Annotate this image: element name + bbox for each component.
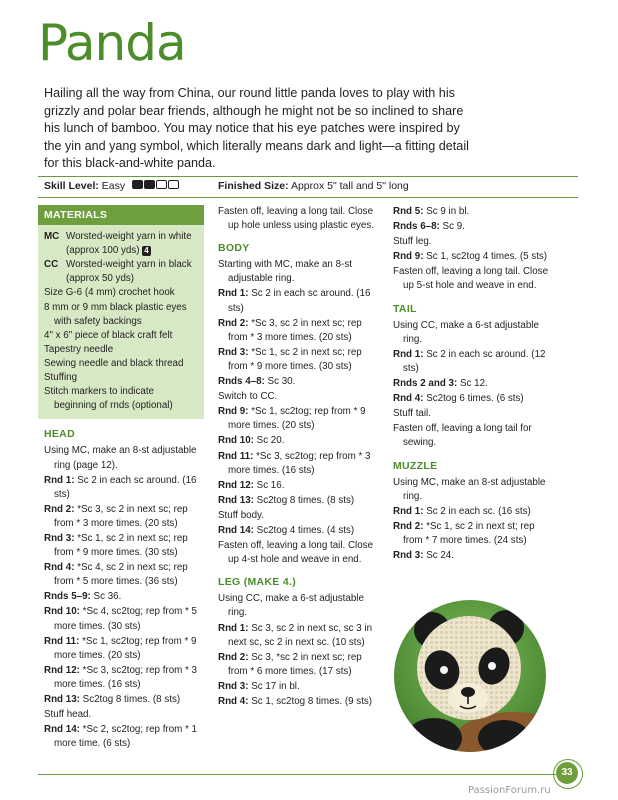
yarn-weight-icon: 4	[144, 246, 149, 256]
round-label: Rnd 2:	[218, 317, 252, 329]
round-label: Rnd 10:	[44, 606, 83, 618]
round-label: Rnd 3:	[393, 550, 427, 562]
materials-heading: MATERIALS	[38, 205, 204, 225]
body-intro: Starting with MC, make an 8-st adjustable ring.	[218, 259, 352, 285]
pattern-round	[393, 220, 553, 234]
round-text: Sc 1, sc2tog 8 times. (9 sts)	[251, 696, 373, 707]
materials-mc-key: MC	[44, 231, 60, 243]
round-label: Rnd 9:	[393, 251, 427, 263]
pattern-round	[44, 590, 204, 604]
pattern-round	[393, 250, 553, 264]
round-text: *Sc 3, sc2tog; rep from * 3 more times. (16 sts)	[54, 664, 198, 690]
materials-item: Tapestry needle	[44, 343, 114, 355]
materials-cc-text: Worsted-weight yarn in black (approx 50 yds)	[66, 259, 192, 285]
round-text: Stuff body.	[218, 509, 264, 521]
round-label: Rnd 14:	[218, 524, 257, 536]
materials-item: Stitch markers to indicate beginning of rnds (optional)	[44, 386, 173, 412]
materials-mc-text: Worsted-weight yarn in white (approx 100 yds) 4	[66, 231, 192, 257]
pattern-round	[393, 205, 553, 219]
leg-heading: LEG (MAKE 4.)	[218, 576, 296, 589]
materials-item: Sewing needle and black thread	[44, 357, 184, 369]
round-text: Fasten off, leaving a long tail for sewing.	[393, 423, 532, 449]
round-text: *Sc 1, sc 2 in next sc; rep from * 9 more times. (30 sts)	[228, 346, 362, 372]
page-title: Panda	[38, 14, 186, 72]
round-label: Rnd 2:	[393, 520, 427, 532]
pattern-round	[44, 474, 204, 502]
col2-top-text: Fasten off, leaving a long tail. Close up hole unless using plastic eyes.	[218, 206, 374, 232]
round-text: Sc 3, sc 2 in next sc, sc 3 in next sc, sc 2 in next sc. (10 sts)	[228, 622, 373, 648]
pattern-round	[393, 265, 553, 293]
materials-box	[38, 205, 204, 419]
round-label: Rnd 3:	[44, 532, 78, 544]
leg-intro: Using CC, make a 6-st adjustable ring.	[218, 593, 364, 619]
round-label: Rnd 4:	[44, 562, 78, 574]
column-2	[218, 205, 380, 710]
round-text: Sc 9 in bl.	[426, 206, 470, 217]
round-label: Rnd 2:	[44, 503, 78, 515]
materials-cc-key: CC	[44, 259, 59, 271]
round-label: Rnds 5–9:	[44, 591, 94, 603]
pattern-round	[218, 479, 380, 493]
pattern-round	[218, 346, 380, 374]
pattern-round	[218, 695, 380, 709]
muzzle-heading: MUZZLE	[393, 459, 438, 472]
body-heading: BODY	[218, 242, 250, 255]
materials-cc	[44, 258, 198, 286]
round-label: Rnd 9:	[218, 406, 252, 418]
pattern-round	[393, 235, 553, 249]
materials-list	[44, 286, 198, 413]
round-label: Rnd 3:	[218, 346, 252, 358]
round-label: Rnd 5:	[393, 206, 427, 217]
pattern-round	[393, 549, 553, 563]
round-text: *Sc 3, sc 2 in next sc; rep from * 3 more times. (20 sts)	[54, 503, 188, 529]
round-text: Sc 2 in each sc. (16 sts)	[426, 505, 531, 517]
skill-level-value: Easy	[101, 180, 126, 192]
pattern-round	[393, 392, 553, 406]
round-label: Rnd 13:	[44, 694, 83, 705]
pattern-round	[218, 622, 380, 650]
finished-size-label: Finished Size:	[218, 180, 289, 192]
panda-image	[394, 600, 546, 752]
skill-bar	[38, 176, 578, 198]
head-rounds	[44, 474, 204, 752]
round-text: Sc 16.	[256, 479, 285, 491]
skill-level	[44, 180, 180, 192]
round-label: Rnd 2:	[218, 651, 252, 663]
round-label: Rnd 1:	[218, 288, 252, 300]
round-label: Rnd 13:	[218, 494, 257, 506]
pattern-round	[393, 348, 553, 376]
round-label: Rnds 4–8:	[218, 376, 268, 388]
round-label: Rnd 4:	[218, 696, 252, 707]
pattern-round	[44, 605, 204, 633]
pattern-round	[218, 434, 380, 448]
round-text: Sc2tog 4 times. (4 sts)	[256, 524, 355, 536]
round-text: Sc 20.	[256, 435, 285, 447]
finished-size-value: Approx 5" tall and 5" long	[290, 180, 409, 192]
pattern-round	[393, 505, 553, 519]
round-text: Sc 9.	[442, 221, 465, 233]
pattern-round	[393, 422, 553, 450]
round-text: Sc 12.	[459, 378, 488, 390]
pattern-round	[218, 539, 380, 567]
round-text: *Sc 4, sc 2 in next sc; rep from * 5 more times. (36 sts)	[54, 562, 188, 588]
intro-paragraph: Hailing all the way from China, our round little panda loves to play with his grizzly and polar bear friends, although he might not be so inclined to share his lunch of bamboo. You may notice that his eye patches were inspired by the yin and yang symbol, which literally means dark and light—a fitting detail for this black-and-white panda.	[44, 86, 469, 171]
finished-size	[218, 180, 409, 192]
pattern-round	[44, 708, 204, 722]
column-3	[393, 205, 553, 564]
tail-intro: Using CC, make a 6-st adjustable ring.	[393, 319, 539, 345]
round-label: Rnd 10:	[218, 435, 257, 447]
round-text: *Sc 1, sc2tog; rep from * 9 more times. (20 sts)	[54, 635, 197, 661]
head-intro: Using MC, make an 8-st adjustable ring (page 12).	[44, 445, 197, 471]
materials-item: Size G-6 (4 mm) crochet hook	[44, 287, 175, 299]
pattern-round	[44, 635, 204, 663]
pattern-round	[218, 405, 380, 433]
pattern-round	[44, 561, 204, 589]
round-text: Stuff tail.	[393, 408, 431, 420]
column-1	[44, 205, 204, 752]
pattern-round	[218, 450, 380, 478]
round-text: *Sc 4, sc2tog; rep from * 5 more times. (30 sts)	[54, 606, 198, 632]
round-label: Rnd 4:	[393, 393, 427, 405]
round-label: Rnd 11:	[44, 635, 83, 647]
round-text: Sc 24.	[426, 550, 454, 562]
round-text: Sc 30.	[267, 376, 296, 388]
round-text: Sc 2 in each sc around. (16 sts)	[228, 288, 371, 314]
round-label: Rnd 3:	[218, 680, 252, 692]
round-text: *Sc 1, sc2tog; rep from * 9 more times. (20 sts)	[228, 406, 366, 432]
pattern-round	[44, 503, 204, 531]
body-rounds	[218, 287, 380, 567]
skill-level-label: Skill Level:	[44, 180, 99, 192]
round-text: Sc 3, *sc 2 in next sc; rep from * 6 more times. (17 sts)	[228, 651, 362, 677]
leg-rounds	[218, 622, 380, 710]
tail-heading: TAIL	[393, 302, 417, 315]
pattern-round	[393, 520, 553, 548]
round-text: Sc2tog 8 times. (8 sts)	[82, 694, 181, 705]
round-label: Rnd 12:	[44, 664, 83, 676]
head-heading: HEAD	[44, 428, 75, 441]
round-text: Sc2tog 6 times. (6 sts)	[426, 393, 524, 405]
materials-item: Stuffing	[44, 372, 78, 384]
footer-rule	[38, 774, 556, 775]
round-text: Stuff head.	[44, 709, 92, 721]
round-text: Sc2tog 8 times. (8 sts)	[256, 494, 355, 506]
round-text: Sc 17 in bl.	[251, 680, 300, 692]
materials-item: 8 mm or 9 mm black plastic eyes with safety backings	[44, 301, 187, 327]
pattern-round	[218, 651, 380, 679]
round-label: Rnd 1:	[44, 474, 78, 486]
pattern-round	[218, 375, 380, 389]
round-label: Rnd 14:	[44, 724, 83, 736]
pattern-round	[44, 693, 204, 707]
pattern-round	[218, 390, 380, 404]
round-text: Switch to CC.	[218, 391, 278, 403]
round-label: Rnd 11:	[218, 450, 257, 462]
pattern-round	[393, 407, 553, 421]
round-label: Rnd 1:	[218, 622, 252, 634]
pattern-round	[218, 317, 380, 345]
round-label: Rnd 1:	[393, 505, 427, 517]
page-number: 33	[556, 762, 578, 784]
round-text: Fasten off, leaving a long tail. Close up 4-st hole and weave in end.	[218, 540, 374, 566]
round-text: *Sc 3, sc2tog; rep from * 3 more times. (16 sts)	[228, 450, 371, 476]
pattern-round	[393, 377, 553, 391]
round-text: Sc 36.	[93, 591, 122, 603]
round-text: Sc 2 in each sc around. (12 sts)	[403, 348, 546, 374]
round-text: Fasten off, leaving a long tail. Close up 5-st hole and weave in end.	[393, 266, 549, 292]
leg-continued-rounds	[393, 205, 553, 294]
round-label: Rnds 2 and 3:	[393, 378, 460, 390]
muzzle-rounds	[393, 505, 553, 563]
pattern-round	[218, 287, 380, 315]
round-text: *Sc 3, sc 2 in next sc; rep from * 3 more times. (20 sts)	[228, 317, 362, 343]
round-text: Sc 1, sc2tog 4 times. (5 sts)	[426, 251, 548, 263]
materials-item: 4" x 6" piece of black craft felt	[44, 329, 173, 341]
round-label: Rnd 12:	[218, 479, 257, 491]
pattern-round	[218, 509, 380, 523]
pattern-round	[218, 524, 380, 538]
pattern-round	[218, 680, 380, 694]
panda-photo	[394, 600, 546, 752]
watermark: PassionForum.ru	[468, 785, 551, 796]
round-text: Sc 2 in each sc around. (16 sts)	[54, 474, 197, 500]
muzzle-intro: Using MC, make an 8-st adjustable ring.	[393, 476, 546, 502]
tail-rounds	[393, 348, 553, 451]
pattern-round	[44, 723, 204, 751]
round-label: Rnds 6–8:	[393, 221, 443, 233]
pattern-round	[44, 532, 204, 560]
round-text: Stuff leg.	[393, 236, 432, 248]
materials-mc	[44, 230, 198, 258]
round-label: Rnd 1:	[393, 348, 427, 360]
round-text: *Sc 2, sc2tog; rep from * 1 more time. (6 sts)	[54, 724, 198, 750]
round-text: *Sc 1, sc 2 in next st; rep from * 7 more times. (24 sts)	[403, 520, 535, 546]
pattern-round	[44, 664, 204, 692]
skill-level-icon	[132, 180, 180, 192]
pattern-round	[218, 494, 380, 508]
round-text: *Sc 1, sc 2 in next sc; rep from * 9 more times. (30 sts)	[54, 532, 188, 559]
